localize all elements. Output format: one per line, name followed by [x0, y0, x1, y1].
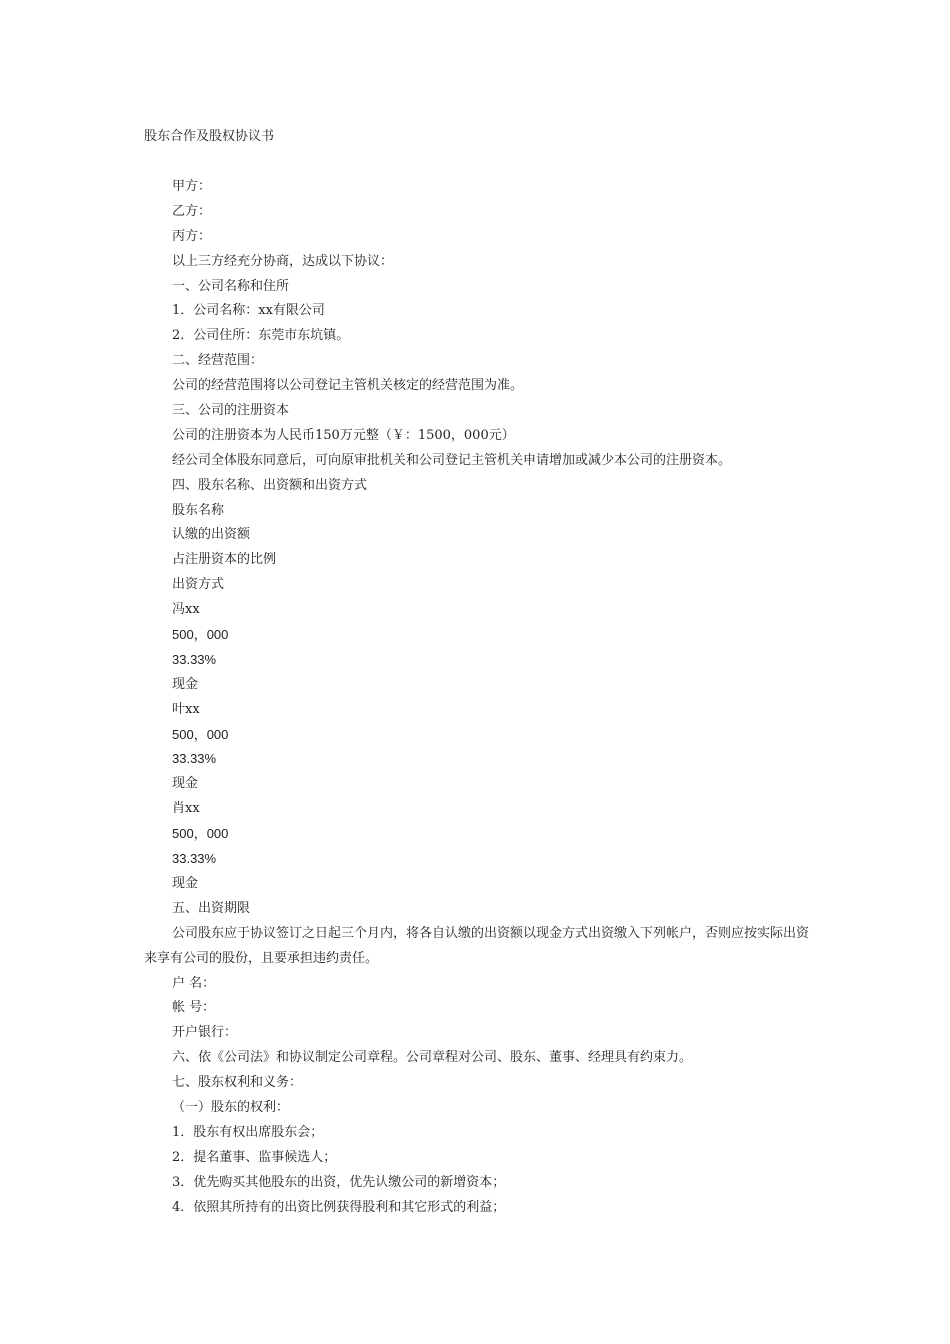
- capital-change-text: 经公司全体股东同意后，可向原审批机关和公司登记主管机关申请增加或减少本公司的注册资本。: [172, 452, 732, 468]
- shareholder-amount: 500，000: [172, 726, 229, 742]
- shareholder-name: 冯xx: [172, 602, 200, 618]
- subsection-heading-rights: （一）股东的权利：: [172, 1099, 290, 1115]
- registered-capital-text: 公司的注册资本为人民币150万元整（￥：1500，000元）: [172, 427, 515, 443]
- party-c-line: 丙方：: [172, 228, 212, 244]
- party-a-line: 甲方：: [172, 179, 212, 194]
- section-heading-6: 六、依《公司法》和协议制定公司章程。公司章程对公司、股东、董事、经理具有约束力。: [172, 1050, 693, 1066]
- shareholder-method: 现金: [172, 875, 199, 891]
- shareholder-ratio: 33.33%: [172, 851, 217, 867]
- payment-deadline-paragraph: 公司股东应于协议签订之日起三个月内，将各自认缴的出资额以现金方式出资缴入下列帐户，否则应按实际出资来享有公司的股份，且要承担违约责任。: [144, 925, 810, 966]
- section-heading-3: 三、公司的注册资本: [172, 403, 290, 419]
- shareholder-name: 叶xx: [172, 701, 200, 717]
- document-body: [144, 175, 812, 1220]
- shareholder-method: 现金: [172, 676, 199, 692]
- business-scope-text: 公司的经营范围将以公司登记主管机关核定的经营范围为准。: [172, 378, 524, 394]
- section-heading-2: 二、经营范围：: [172, 353, 264, 369]
- section-heading-1: 一、公司名称和住所: [172, 278, 290, 294]
- shareholder-ratio: 33.33%: [172, 651, 217, 667]
- table-header-ratio: 占注册资本的比例: [172, 552, 277, 568]
- shareholder-name: 肖xx: [172, 801, 200, 817]
- document-title: 股东合作及股权协议书: [144, 129, 275, 144]
- section-heading-5: 五、出资期限: [172, 900, 251, 916]
- shareholder-method: 现金: [172, 776, 199, 792]
- bank-line: 开户银行：: [172, 1025, 238, 1041]
- section-heading-7: 七、股东权利和义务：: [172, 1075, 303, 1091]
- company-address-line: 2．公司住所：东莞市东坑镇。: [172, 328, 350, 344]
- agreement-intro: 以上三方经充分协商，达成以下协议：: [172, 253, 394, 269]
- account-holder-line: 户 名：: [172, 975, 216, 991]
- shareholder-amount: 500，000: [172, 826, 229, 842]
- rights-item: 1．股东有权出席股东会；: [172, 1124, 324, 1140]
- party-b-line: 乙方：: [172, 203, 212, 219]
- section-heading-4: 四、股东名称、出资额和出资方式: [172, 477, 368, 493]
- rights-item: 3．优先购买其他股东的出资，优先认缴公司的新增资本；: [172, 1174, 506, 1190]
- table-header-amount: 认缴的出资额: [172, 527, 251, 543]
- table-header-shareholder: 股东名称: [172, 502, 225, 518]
- table-header-method: 出资方式: [172, 577, 225, 593]
- rights-item: 2．提名董事、监事候选人；: [172, 1149, 337, 1165]
- company-name-line: 1．公司名称：xx有限公司: [172, 303, 325, 319]
- shareholder-ratio: 33.33%: [172, 751, 217, 767]
- shareholder-amount: 500，000: [172, 627, 229, 643]
- account-number-line: 帐 号：: [172, 1000, 216, 1016]
- rights-item: 4．依照其所持有的出资比例获得股利和其它形式的利益；: [172, 1199, 506, 1215]
